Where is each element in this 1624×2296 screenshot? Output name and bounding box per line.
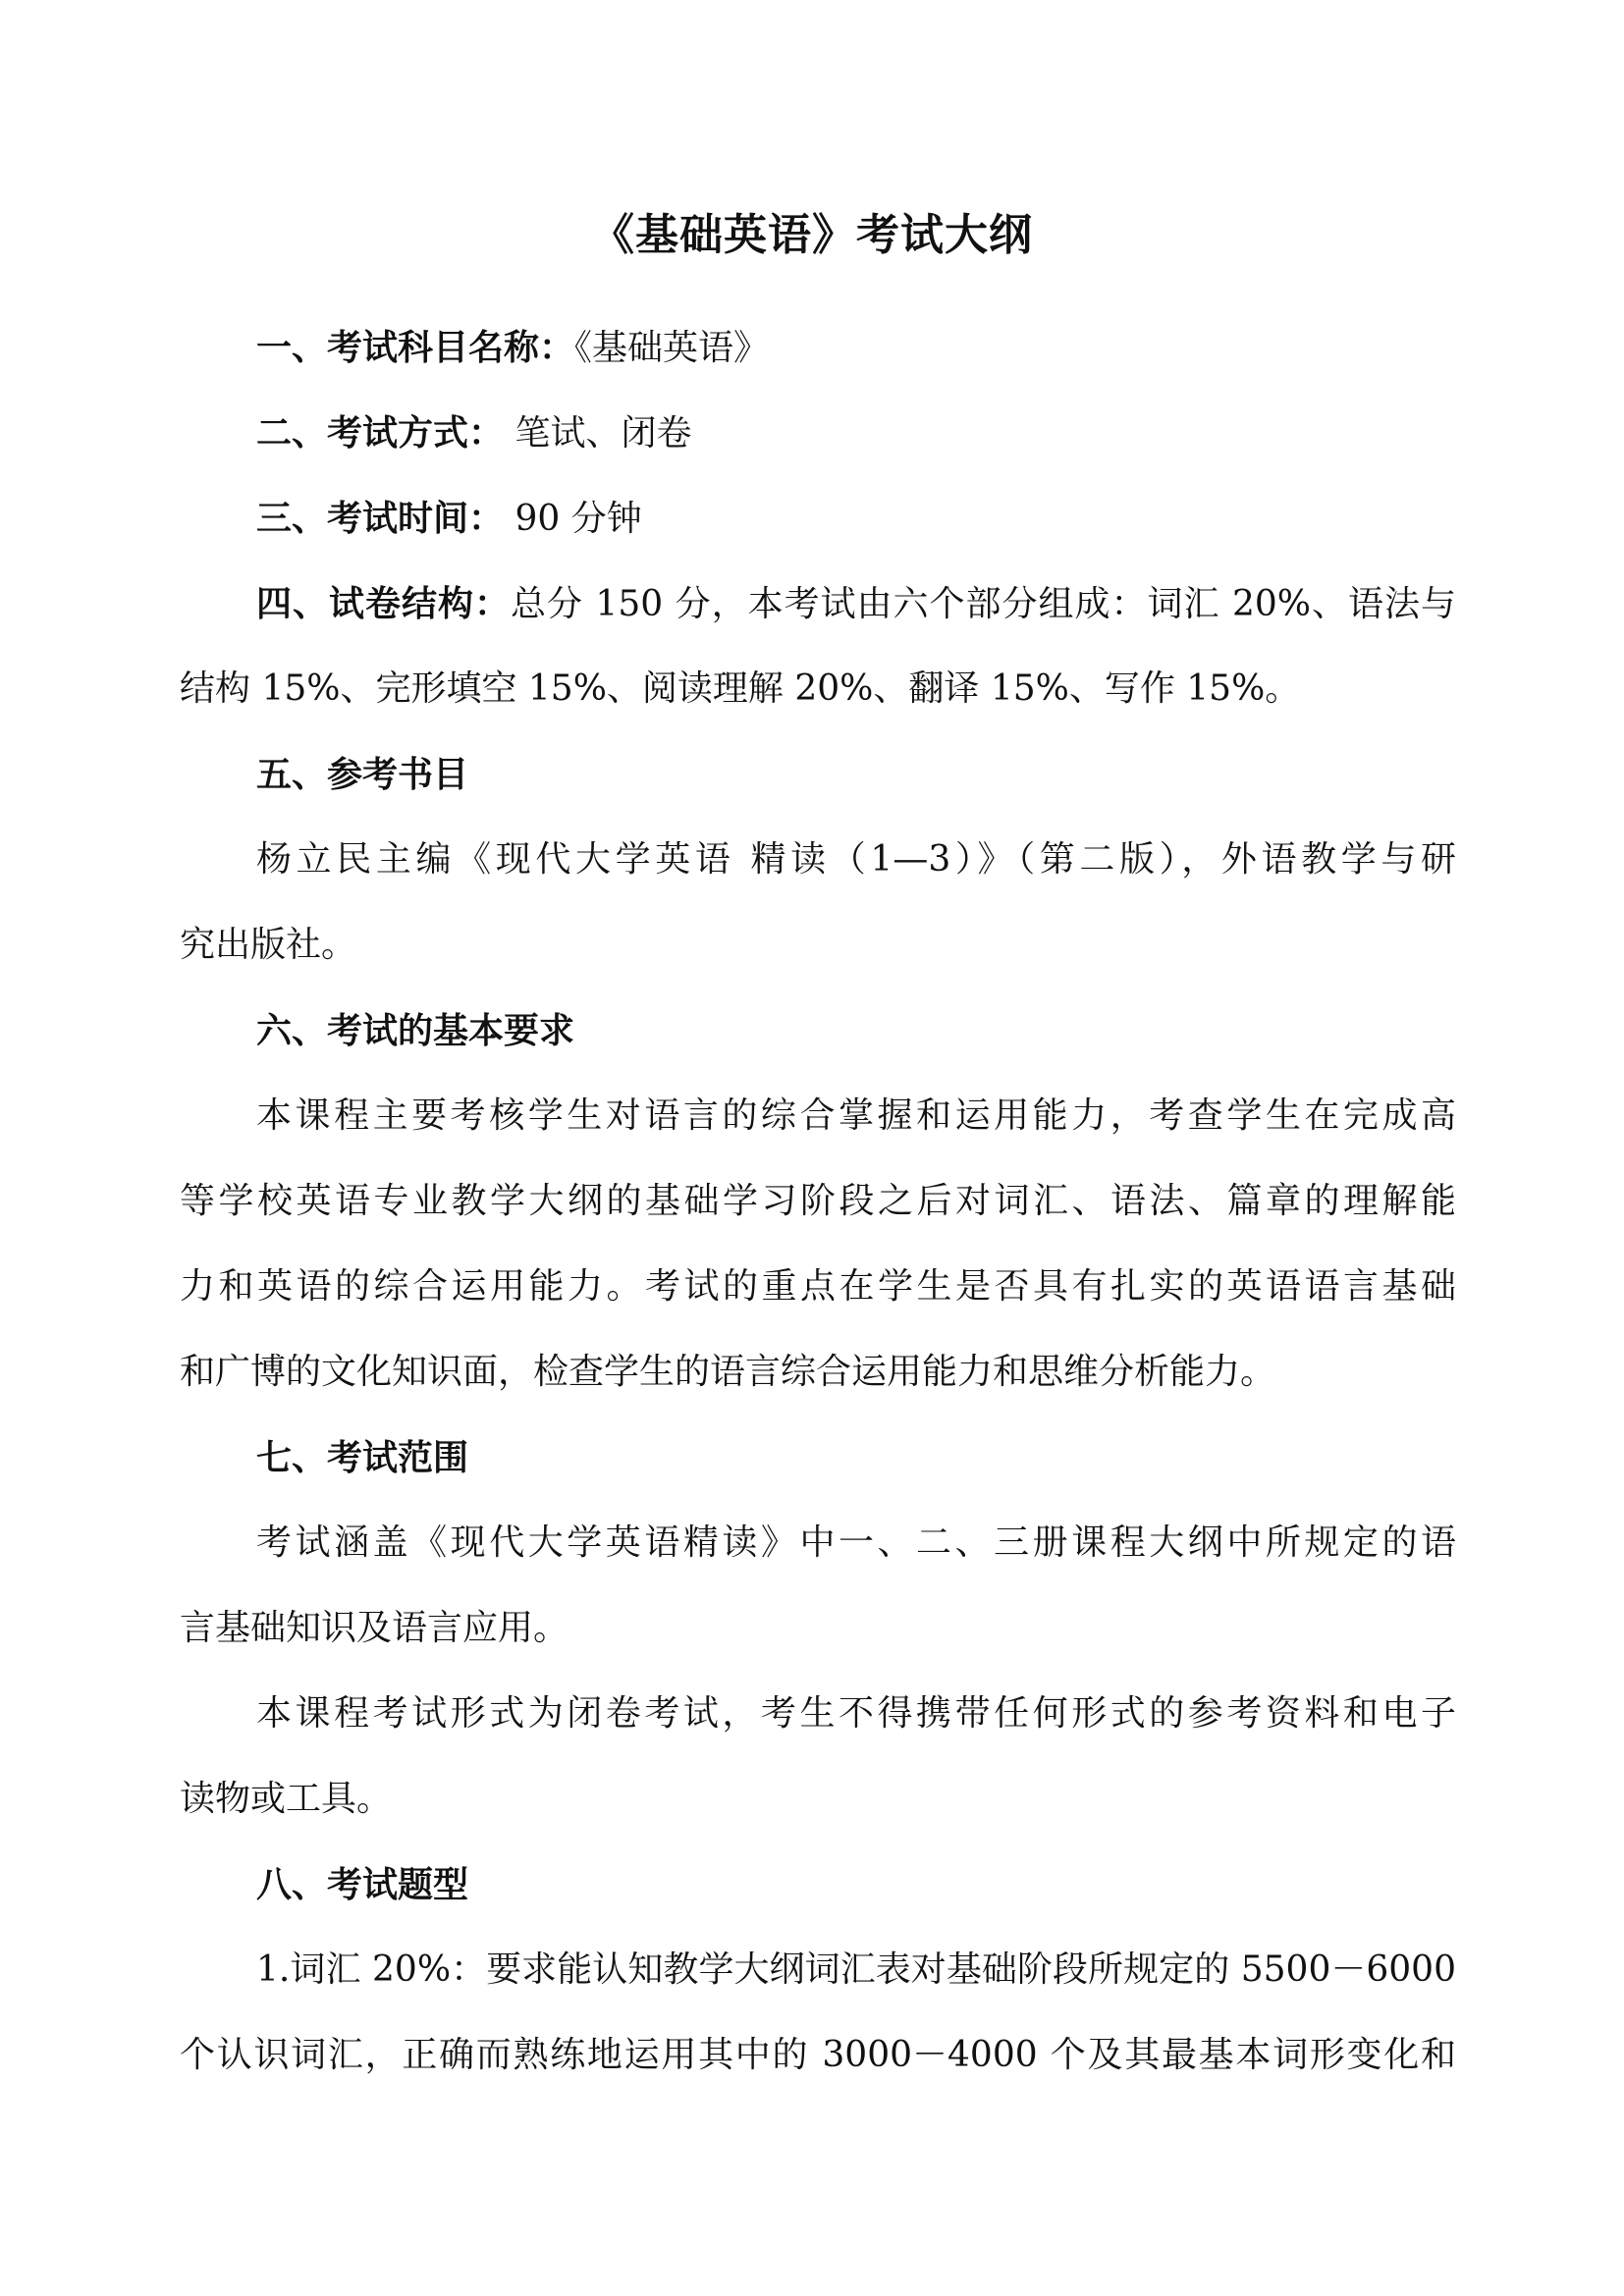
item-label: 一、考试科目名称： <box>256 327 575 368</box>
paragraph-line: 本课程考试形式为闭卷考试，考生不得携带任何形式的参考资料和电子 <box>256 1693 1456 1734</box>
document-title: 《基础英语》考试大纲 <box>591 210 1033 260</box>
paragraph-line: 力和英语的综合运用能力。考试的重点在学生是否具有扎实的英语语言基础 <box>180 1266 1456 1307</box>
paragraph-line: 结构 15%、完形填空 15%、阅读理解 20%、翻译 15%、写作 15%。 <box>180 668 1301 709</box>
section-heading-requirements: 六、考试的基本要求 <box>256 1010 575 1051</box>
paragraph-line: 考试涵盖《现代大学英语精读》中一、二、三册课程大纲中所规定的语 <box>256 1522 1456 1563</box>
item-label: 三、考试时间： <box>256 498 505 539</box>
item-value: 《基础英语》 <box>574 328 770 368</box>
paragraph-line: 等学校英语专业教学大纲的基础学习阶段之后对词汇、语法、篇章的理解能 <box>180 1181 1456 1221</box>
item-value: 90 分钟 <box>504 499 642 539</box>
paragraph-line: 和广博的文化知识面，检查学生的语言综合运用能力和思维分析能力。 <box>180 1352 1276 1392</box>
section-heading-question-types: 八、考试题型 <box>256 1864 469 1905</box>
item-paper-structure <box>180 576 1456 632</box>
paragraph-line: 言基础知识及语言应用。 <box>180 1608 569 1648</box>
paragraph-line: 个认识词汇，正确而熟练地运用其中的 3000－4000 个及其最基本词形变化和 <box>180 2035 1456 2075</box>
paragraph-line: 杨立民主编《现代大学英语 精读（1—3）》（第二版），外语教学与研 <box>256 839 1456 880</box>
item-exam-subject <box>180 320 1456 376</box>
paragraph-line: 本课程主要考核学生对语言的综合掌握和运用能力，考查学生在完成高 <box>256 1095 1456 1136</box>
paragraph-line: 总分 150 分，本考试由六个部分组成：词汇 20%、语法与 <box>510 584 1456 624</box>
item-exam-method <box>180 405 1456 461</box>
section-heading-scope: 七、考试范围 <box>256 1437 469 1478</box>
item-label: 四、试卷结构： <box>256 583 511 624</box>
paragraph-line: 究出版社。 <box>180 925 357 965</box>
section-heading-references: 五、参考书目 <box>256 754 469 795</box>
paragraph-line: 读物或工具。 <box>180 1779 393 1819</box>
paragraph-line: 1.词汇 20%：要求能认知教学大纲词汇表对基础阶段所规定的 5500－6000 <box>256 1949 1456 1990</box>
item-exam-time <box>180 491 1456 547</box>
item-label: 二、考试方式： <box>256 412 505 454</box>
item-value: 笔试、闭卷 <box>504 413 692 454</box>
